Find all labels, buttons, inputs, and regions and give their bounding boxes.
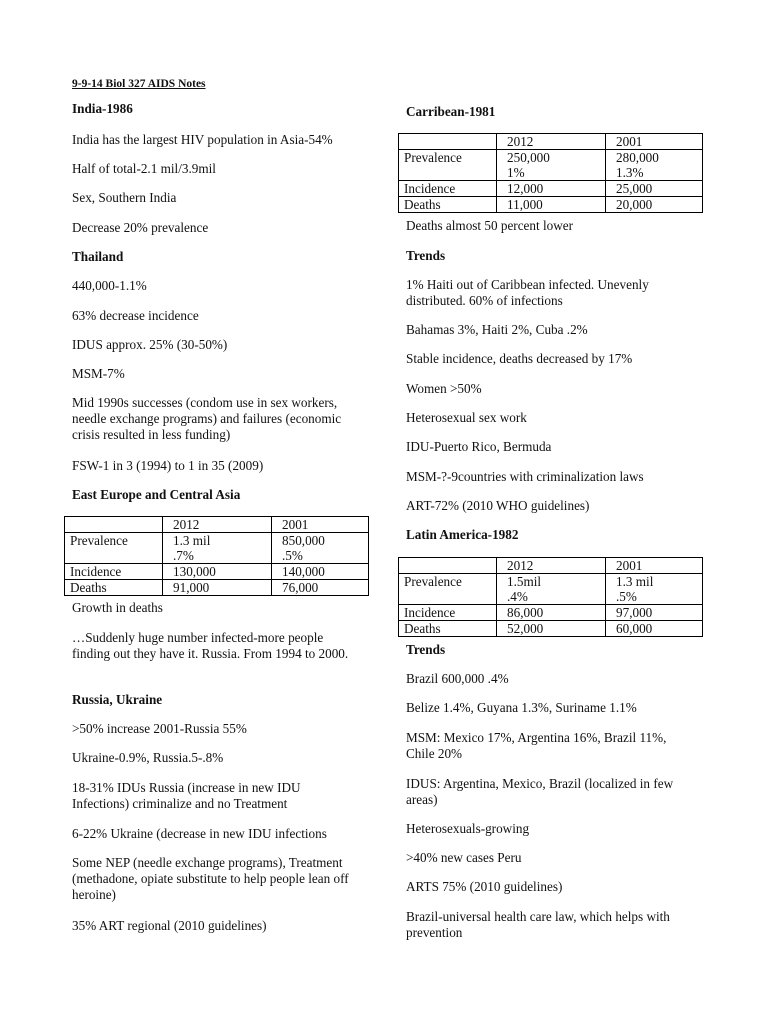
table-cell (606, 150, 703, 181)
table-row (399, 181, 703, 197)
east-europe-table (64, 516, 369, 596)
latin-america-trends-heading: Trends (406, 642, 446, 657)
caribbean-trend-line: IDU-Puerto Rico, Bermuda (406, 439, 552, 454)
latin-america-trend-line: MSM: Mexico 17%, Argentina 16%, Brazil 11%, Chile 20% (406, 730, 667, 761)
table-cell: 140,000 (272, 564, 369, 580)
row-label: Incidence (399, 605, 497, 621)
table-cell: 20,000 (606, 197, 703, 213)
row-label: Deaths (399, 621, 497, 637)
row-label: Deaths (399, 197, 497, 213)
table-header-cell: 2012 (163, 517, 272, 533)
table-cell (65, 517, 163, 533)
russia-line: Some NEP (needle exchange programs), Treatment (methadone, opiate substitute to help people lean off heroine) (72, 855, 349, 902)
table-header-cell: 2001 (606, 558, 703, 574)
table-cell (497, 150, 606, 181)
table-cell (272, 533, 369, 564)
table-header-cell: 2012 (497, 134, 606, 150)
india-line: Half of total-2.1 mil/3.9mil (72, 161, 216, 176)
table-cell: 91,000 (163, 580, 272, 596)
caribbean-trend-line: Bahamas 3%, Haiti 2%, Cuba .2% (406, 322, 588, 337)
latin-america-trend-line: Heterosexuals-growing (406, 821, 530, 836)
latin-america-table (398, 557, 703, 637)
russia-line: 35% ART regional (2010 guidelines) (72, 918, 267, 933)
row-label: Prevalence (65, 533, 163, 564)
latin-america-trend-line: IDUS: Argentina, Mexico, Brazil (localized in few areas) (406, 776, 674, 807)
thailand-line: Mid 1990s successes (condom use in sex workers, needle exchange programs) and failures (economic crisis resulted in less funding) (72, 395, 342, 442)
latin-america-trend-line: Brazil-universal health care law, which helps with prevention (406, 909, 670, 940)
table-header-cell: 2001 (606, 134, 703, 150)
row-label: Deaths (65, 580, 163, 596)
russia-heading: Russia, Ukraine (72, 692, 163, 707)
thailand-line: FSW-1 in 3 (1994) to 1 in 35 (2009) (72, 458, 264, 473)
cell-value: 280,000 (616, 150, 659, 165)
table-cell: 97,000 (606, 605, 703, 621)
latin-america-trend-line: >40% new cases Peru (406, 850, 522, 865)
table-row (399, 621, 703, 637)
russia-line: Ukraine-0.9%, Russia.5-.8% (72, 750, 224, 765)
east-europe-heading: East Europe and Central Asia (72, 487, 241, 502)
latin-america-heading: Latin America-1982 (406, 527, 519, 542)
table-header-row (399, 134, 703, 150)
caribbean-trend-line: 1% Haiti out of Caribbean infected. Unevenly distributed. 60% of infections (406, 277, 649, 308)
cell-value: .4% (507, 589, 528, 604)
thailand-line: 63% decrease incidence (72, 308, 199, 323)
thailand-heading: Thailand (72, 249, 124, 264)
table-cell: 52,000 (497, 621, 606, 637)
cell-value: 1.3% (616, 165, 644, 180)
latin-america-trend-line: ARTS 75% (2010 guidelines) (406, 879, 563, 894)
table-row (65, 580, 369, 596)
table-row (65, 533, 369, 564)
latin-america-trend-line: Belize 1.4%, Guyana 1.3%, Suriname 1.1% (406, 700, 637, 715)
caribbean-heading: Carribean-1981 (406, 104, 496, 119)
table-row (399, 197, 703, 213)
table-cell: 25,000 (606, 181, 703, 197)
table-cell: 12,000 (497, 181, 606, 197)
table-header-cell: 2012 (497, 558, 606, 574)
caribbean-trend-line: ART-72% (2010 WHO guidelines) (406, 498, 590, 513)
cell-value: 1.5mil (507, 574, 542, 589)
table-cell (606, 574, 703, 605)
east-europe-note: …Suddenly huge number infected-more people finding out they have it. Russia. From 1994 to 2000. (72, 630, 349, 661)
row-label: Incidence (399, 181, 497, 197)
india-line: India has the largest HIV population in Asia-54% (72, 132, 333, 147)
caribbean-table (398, 133, 703, 213)
russia-line: 6-22% Ukraine (decrease in new IDU infections (72, 826, 327, 841)
row-label: Prevalence (399, 150, 497, 181)
cell-value: .5% (282, 548, 303, 563)
russia-line: >50% increase 2001-Russia 55% (72, 721, 247, 736)
row-label: Prevalence (399, 574, 497, 605)
cell-value: 1.3 mil (173, 533, 211, 548)
cell-value: .5% (616, 589, 637, 604)
document-title: 9-9-14 Biol 327 AIDS Notes (72, 78, 206, 90)
russia-line: 18-31% IDUs Russia (increase in new IDU Infections) criminalize and no Treatment (72, 780, 301, 811)
cell-value: 1% (507, 165, 525, 180)
india-line: Sex, Southern India (72, 190, 177, 205)
india-heading: India-1986 (72, 101, 133, 116)
table-header-cell: 2001 (272, 517, 369, 533)
caribbean-trend-line: MSM-?-9countries with criminalization laws (406, 469, 644, 484)
row-label: Incidence (65, 564, 163, 580)
table-header-row (65, 517, 369, 533)
table-cell (399, 558, 497, 574)
caribbean-trend-line: Heterosexual sex work (406, 410, 527, 425)
table-cell: 60,000 (606, 621, 703, 637)
cell-value: 250,000 (507, 150, 550, 165)
table-cell (163, 533, 272, 564)
table-cell: 130,000 (163, 564, 272, 580)
east-europe-after: Growth in deaths (72, 600, 163, 615)
table-row (399, 150, 703, 181)
table-cell: 11,000 (497, 197, 606, 213)
table-cell: 86,000 (497, 605, 606, 621)
caribbean-trend-line: Stable incidence, deaths decreased by 17% (406, 351, 633, 366)
thailand-line: MSM-7% (72, 366, 125, 381)
cell-value: 850,000 (282, 533, 325, 548)
caribbean-after: Deaths almost 50 percent lower (406, 218, 573, 233)
table-header-row (399, 558, 703, 574)
thailand-line: 440,000-1.1% (72, 278, 147, 293)
india-line: Decrease 20% prevalence (72, 220, 209, 235)
caribbean-trend-line: Women >50% (406, 381, 482, 396)
table-cell (399, 134, 497, 150)
cell-value: 1.3 mil (616, 574, 654, 589)
thailand-line: IDUS approx. 25% (30-50%) (72, 337, 228, 352)
table-row (65, 564, 369, 580)
table-row (399, 574, 703, 605)
table-row (399, 605, 703, 621)
caribbean-trends-heading: Trends (406, 248, 446, 263)
table-cell: 76,000 (272, 580, 369, 596)
latin-america-trend-line: Brazil 600,000 .4% (406, 671, 509, 686)
cell-value: .7% (173, 548, 194, 563)
table-cell (497, 574, 606, 605)
